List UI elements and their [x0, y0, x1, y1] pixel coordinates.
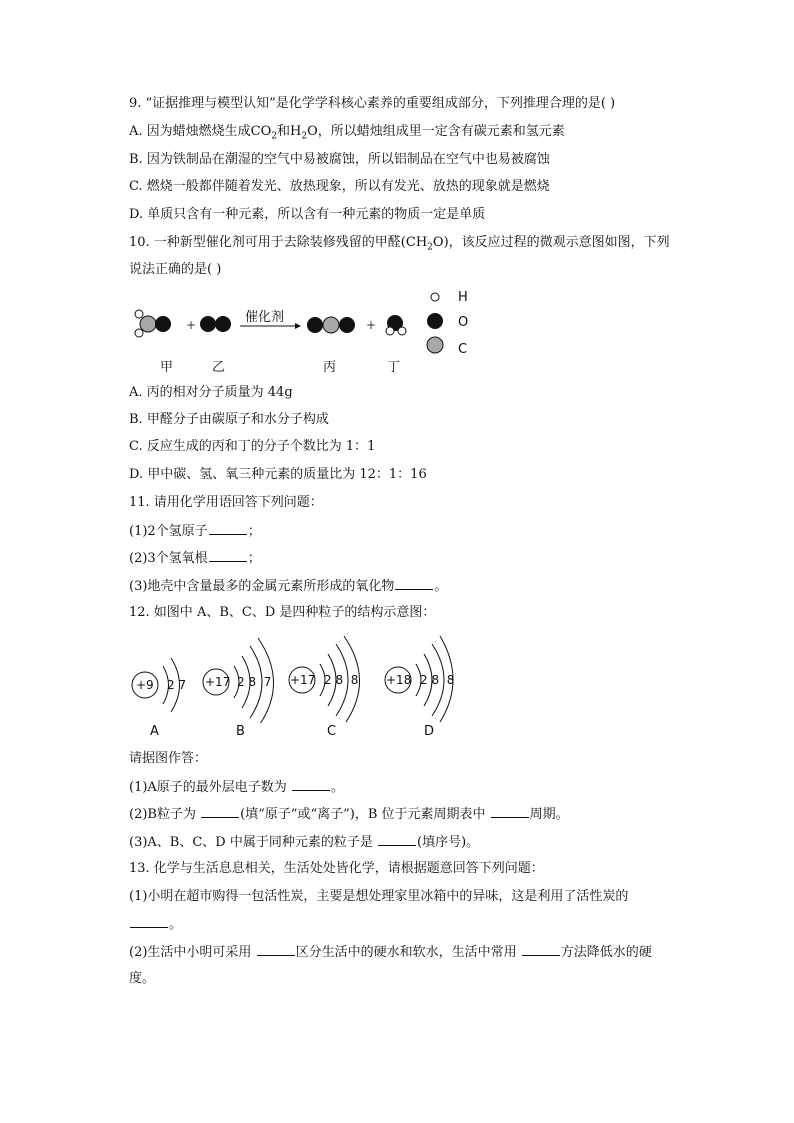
- answer-blank: [395, 576, 433, 590]
- q10-stem: [129, 233, 709, 258]
- label-d: D: [424, 724, 435, 739]
- q13-part1: (1)小明在超市购得一包活性炭，主要是想处理家里冰箱中的异味，这是利用了活性炭的: [129, 889, 629, 904]
- legend-oxygen-icon: [427, 313, 443, 329]
- answer-blank: [257, 942, 295, 956]
- reaction-diagram: [128, 286, 488, 376]
- q11-part2: [129, 548, 709, 569]
- oxygen-atom: [200, 316, 216, 332]
- q10-option-a: A. 丙的相对分子质量为 44g: [129, 385, 293, 400]
- electrons-d: 2 8 8: [420, 673, 455, 687]
- q13-part2-text: 方法降低水的硬: [560, 945, 652, 960]
- molecule-ding: [386, 315, 406, 335]
- q13-stem: 13. 化学与生活息息相关，生活处处皆化学，请根据题意回答下列问题：: [129, 861, 544, 876]
- answer-blank: [209, 548, 247, 562]
- q9-option-a-text: 和H: [277, 124, 302, 139]
- legend-o: O: [458, 315, 469, 330]
- catalyst-label: 催化剂: [245, 310, 285, 325]
- answer-blank: [209, 521, 247, 535]
- q12-part3: [129, 832, 709, 853]
- nucleus-a: +9: [136, 678, 154, 692]
- punct: ；: [247, 551, 261, 566]
- q11-part3: [129, 576, 709, 597]
- q13-part2-text: 区分生活中的硬水和软水，生活中常用: [295, 945, 521, 960]
- q9-option-b: B. 因为铁制品在潮湿的空气中易被腐蚀，所以铝制品在空气中也易被腐蚀: [129, 152, 550, 167]
- answer-blank: [292, 777, 330, 791]
- q12-stem: 12. 如图中 A、B、C、D 是四种粒子的结构示意图：: [129, 605, 436, 620]
- carbon-atom: [323, 317, 339, 333]
- hydrogen-atom: [135, 329, 143, 337]
- punct: 。: [169, 917, 183, 932]
- q9-option-d: D. 单质只含有一种元素，所以含有一种元素的物质一定是单质: [129, 207, 486, 222]
- subscript: 2: [271, 131, 277, 142]
- punct: 。: [330, 780, 344, 795]
- oxygen-atom: [155, 316, 171, 332]
- q12-intro: 请据图作答：: [129, 751, 208, 766]
- electrons-c: 2 8 8: [324, 673, 359, 687]
- q9-option-a-text: O，所以蜡烛组成里一定含有碳元素和氢元素: [307, 124, 565, 139]
- q13-part2-cont: 度。: [129, 971, 156, 986]
- label-yi: 乙: [212, 360, 226, 375]
- q13-part2: [129, 942, 709, 963]
- hydrogen-atom: [135, 310, 143, 318]
- plus-sign: +: [366, 318, 377, 332]
- q13-part1-cont: [129, 914, 709, 935]
- label-c: C: [327, 724, 337, 739]
- q13-part2-text: (2)生活中小明可采用: [129, 945, 256, 960]
- q12-part2-text: 周期。: [529, 807, 569, 822]
- subscript: 2: [427, 242, 433, 253]
- label-a: A: [150, 724, 159, 739]
- hydrogen-atom: [398, 327, 406, 335]
- q9-option-c: C. 燃烧一般都伴随着发光、放热现象，所以有发光、放热的现象就是燃烧: [129, 179, 550, 194]
- answer-blank: [201, 804, 239, 818]
- q12-part2: [129, 804, 709, 825]
- molecule-yi: [200, 316, 231, 332]
- q11-part1: [129, 521, 709, 542]
- plus-sign: +: [186, 318, 197, 332]
- molecule-bing: [307, 317, 355, 333]
- answer-blank: [522, 942, 560, 956]
- answer-blank: [130, 914, 168, 928]
- q12-part3-text: (3)A、B、C、D 中属于同种元素的粒子是: [129, 835, 377, 850]
- legend-c: C: [458, 342, 468, 357]
- nucleus-c: +17: [290, 673, 316, 687]
- q10-option-d: D. 甲中碳、氢、氧三种元素的质量比为 12：1：16: [129, 467, 427, 482]
- nucleus-b: +17: [205, 675, 231, 689]
- q12-part1: [129, 777, 709, 798]
- q10-option-b: B. 甲醛分子由碳原子和水分子构成: [129, 412, 329, 427]
- q12-part2-text: (2)B粒子为: [129, 807, 201, 822]
- q11-part2-text: (2)3个氢氧根: [129, 551, 208, 566]
- legend-h: H: [458, 290, 468, 305]
- hydrogen-atom: [386, 327, 394, 335]
- electrons-b: 2 8 7: [237, 675, 272, 689]
- legend-hydrogen-icon: [431, 293, 439, 301]
- q12-part3-text: (填序号)。: [417, 835, 480, 850]
- label-b: B: [236, 724, 245, 739]
- q10-option-c: C. 反应生成的丙和丁的分子个数比为 1：1: [129, 439, 376, 454]
- answer-blank: [378, 832, 416, 846]
- q10-stem-text: 10. 一种新型催化剂可用于去除装修残留的甲醛(CH: [129, 235, 428, 250]
- q12-part1-text: (1)A原子的最外层电子数为: [129, 780, 291, 795]
- nucleus-d: +18: [386, 673, 412, 687]
- q9-option-a-text: A. 因为蜡烛燃烧生成CO: [129, 124, 272, 139]
- legend-carbon-icon: [427, 337, 443, 353]
- oxygen-atom: [215, 316, 231, 332]
- answer-blank: [491, 804, 529, 818]
- q11-part3-text: (3)地壳中含量最多的金属元素所形成的氧化物: [129, 579, 395, 594]
- molecule-jia: [135, 310, 171, 337]
- punct: 。: [434, 579, 448, 594]
- oxygen-atom: [339, 317, 355, 333]
- label-ding: 丁: [387, 360, 401, 375]
- q9-stem: 9. “证据推理与模型认知”是化学学科核心素养的重要组成部分，下列推理合理的是( ): [129, 96, 616, 111]
- subscript: 2: [301, 131, 308, 142]
- q12-part2-text: (填“原子”或“离子”)，B 位于元素周期表中: [240, 807, 490, 822]
- q10-stem-line2: 说法正确的是( ): [129, 262, 222, 277]
- carbon-atom: [140, 316, 156, 332]
- label-bing: 丙: [323, 360, 337, 375]
- oxygen-atom: [307, 317, 323, 333]
- electrons-a: 2 7: [167, 678, 187, 692]
- q10-stem-text: O)，该反应过程的微观示意图如图，下列: [432, 235, 670, 250]
- q9-option-a: [129, 122, 709, 147]
- label-jia: 甲: [160, 360, 174, 375]
- arrow-head: [295, 323, 301, 329]
- q11-part1-text: (1)2个氢原子: [129, 524, 208, 539]
- punct: ；: [247, 524, 261, 539]
- q11-stem: 11. 请用化学用语回答下列问题：: [129, 495, 323, 510]
